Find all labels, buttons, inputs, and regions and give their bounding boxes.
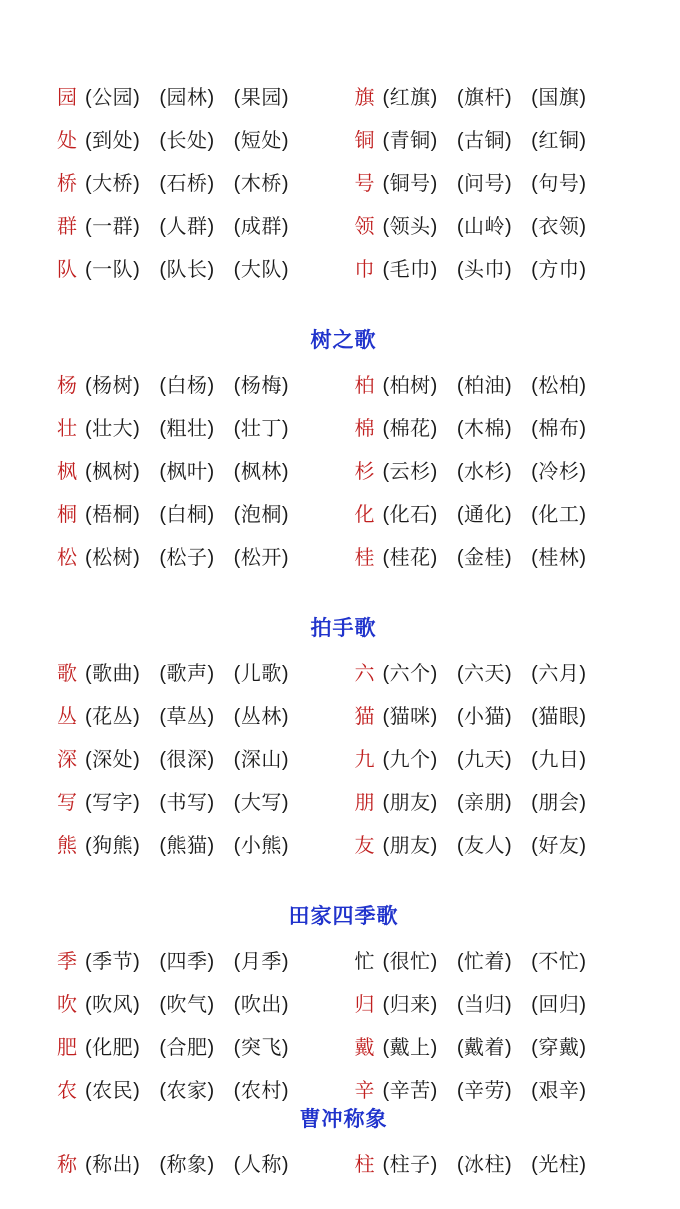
word-row [57, 491, 630, 534]
word-item: (果园) [233, 87, 289, 109]
entry [355, 210, 631, 239]
entry [57, 743, 333, 772]
word-item: (柏油) [456, 375, 513, 397]
word-item: (回归) [531, 994, 587, 1016]
headword: 桐 [57, 504, 77, 526]
word-item: (穿戴) [531, 1037, 587, 1059]
word-item: (歌声) [159, 663, 215, 685]
entry [355, 1074, 631, 1103]
word-item: (辛苦) [382, 1080, 438, 1102]
word-item: (山岭) [456, 216, 513, 238]
word-item: (白桐) [159, 504, 215, 526]
word-row [57, 981, 630, 1024]
word-item: (草丛) [159, 706, 215, 728]
word-item: (白杨) [159, 375, 215, 397]
word-item: (壮大) [85, 418, 141, 440]
word-item: (九天) [456, 749, 513, 771]
word-row [57, 117, 630, 160]
headword: 群 [57, 216, 77, 238]
entry [57, 541, 333, 570]
headword: 旗 [354, 87, 375, 109]
headword: 巾 [354, 259, 375, 281]
entry [57, 1148, 333, 1177]
section [57, 607, 630, 865]
entry [355, 988, 631, 1017]
entry [355, 253, 631, 282]
word-item: (金桂) [456, 547, 513, 569]
word-item: (壮丁) [233, 418, 289, 440]
word-item: (大桥) [85, 173, 141, 195]
entry [57, 210, 333, 239]
word-item: (突飞) [233, 1037, 289, 1059]
word-item: (松树) [85, 547, 141, 569]
word-item: (归来) [382, 994, 438, 1016]
word-item: (四季) [159, 951, 215, 973]
word-item: (水杉) [456, 461, 513, 483]
word-item: (写字) [85, 792, 141, 814]
entry [57, 786, 333, 815]
word-item: (松开) [233, 547, 289, 569]
headword: 桂 [354, 547, 375, 569]
headword: 肥 [57, 1037, 77, 1059]
word-row [57, 938, 630, 981]
word-item: (长处) [159, 130, 215, 152]
headword: 深 [57, 749, 77, 771]
entry [355, 945, 631, 974]
word-item: (合肥) [159, 1037, 215, 1059]
word-item: (大队) [233, 259, 289, 281]
headword: 领 [354, 216, 375, 238]
word-item: (句号) [531, 173, 587, 195]
headword: 桥 [57, 173, 77, 195]
word-item: (旗杆) [456, 87, 513, 109]
headword: 枫 [57, 461, 77, 483]
word-item: (一群) [85, 216, 141, 238]
headword: 柏 [354, 375, 375, 397]
word-item: (朋会) [531, 792, 587, 814]
word-item: (儿歌) [233, 663, 289, 685]
headword: 铜 [354, 130, 375, 152]
word-row [57, 203, 630, 246]
word-item: (松柏) [531, 375, 587, 397]
section [57, 895, 630, 1110]
word-item: (六个) [382, 663, 438, 685]
word-item: (朋友) [382, 792, 438, 814]
headword: 壮 [57, 418, 77, 440]
headword: 吹 [57, 994, 77, 1016]
word-item: (园林) [159, 87, 215, 109]
headword: 歌 [57, 663, 77, 685]
word-item: (木棉) [456, 418, 513, 440]
entry [57, 945, 333, 974]
entry [355, 829, 631, 858]
entry [57, 1074, 333, 1103]
entry [355, 786, 631, 815]
headword: 九 [354, 749, 375, 771]
word-item: (化工) [531, 504, 587, 526]
word-item: (小熊) [233, 835, 289, 857]
word-item: (季节) [85, 951, 141, 973]
headword: 友 [354, 835, 375, 857]
word-item: (化石) [382, 504, 438, 526]
word-item: (六月) [531, 663, 587, 685]
word-item: (丛林) [233, 706, 289, 728]
word-item: (六天) [456, 663, 513, 685]
headword: 熊 [57, 835, 77, 857]
word-item: (公园) [85, 87, 141, 109]
word-item: (梧桐) [85, 504, 141, 526]
entry [355, 498, 631, 527]
word-item: (柱子) [382, 1154, 438, 1176]
entry [355, 743, 631, 772]
headword: 园 [57, 87, 77, 109]
entry [57, 988, 333, 1017]
word-item: (友人) [456, 835, 513, 857]
word-row [57, 160, 630, 203]
word-item: (粗壮) [159, 418, 215, 440]
word-item: (艰辛) [531, 1080, 587, 1102]
entry [57, 1031, 333, 1060]
word-row [57, 1024, 630, 1067]
word-item: (月季) [233, 951, 289, 973]
word-item: (云杉) [382, 461, 438, 483]
word-item: (农村) [233, 1080, 289, 1102]
entry [355, 657, 631, 686]
entry [57, 253, 333, 282]
word-row [57, 1141, 630, 1184]
headword: 处 [57, 130, 77, 152]
headword: 猫 [354, 706, 375, 728]
word-item: (吹气) [159, 994, 215, 1016]
headword: 松 [57, 547, 77, 569]
word-row [57, 534, 630, 577]
entry [57, 498, 333, 527]
entry [57, 455, 333, 484]
word-item: (问号) [456, 173, 513, 195]
entry [57, 700, 333, 729]
entry [57, 412, 333, 441]
word-item: (小猫) [456, 706, 513, 728]
word-item: (到处) [85, 130, 141, 152]
section-title: 曹冲称象 [299, 1108, 388, 1131]
section-title: 拍手歌 [310, 617, 377, 640]
headword: 季 [57, 951, 77, 973]
entry [355, 369, 631, 398]
headword: 化 [354, 504, 375, 526]
word-item: (化肥) [85, 1037, 141, 1059]
word-row [57, 405, 630, 448]
word-item: (红旗) [382, 87, 438, 109]
word-item: (杨梅) [233, 375, 289, 397]
word-item: (农家) [159, 1080, 215, 1102]
word-item: (九个) [382, 749, 438, 771]
word-item: (人称) [233, 1154, 289, 1176]
headword: 六 [354, 663, 375, 685]
word-item: (冰柱) [456, 1154, 513, 1176]
headword: 朋 [354, 792, 375, 814]
headword: 归 [354, 994, 375, 1016]
word-item: (木桥) [233, 173, 289, 195]
word-item: (光柱) [531, 1154, 587, 1176]
word-row [57, 650, 630, 693]
entry [57, 81, 333, 110]
word-item: (短处) [233, 130, 289, 152]
entry [355, 81, 631, 110]
word-item: (朋友) [382, 835, 438, 857]
headword: 丛 [57, 706, 77, 728]
word-item: (花丛) [85, 706, 141, 728]
word-item: (称象) [159, 1154, 215, 1176]
word-item: (书写) [159, 792, 215, 814]
entry [57, 124, 333, 153]
word-item: (衣领) [531, 216, 587, 238]
headword: 柱 [354, 1154, 375, 1176]
word-item: (忙着) [456, 951, 513, 973]
word-item: (冷杉) [531, 461, 587, 483]
word-row [57, 822, 630, 865]
word-item: (一队) [85, 259, 141, 281]
word-item: (深处) [85, 749, 141, 771]
section-title: 田家四季歌 [288, 905, 399, 928]
word-item: (歌曲) [85, 663, 141, 685]
word-item: (狗熊) [85, 835, 141, 857]
word-item: (方巾) [531, 259, 587, 281]
entry [355, 700, 631, 729]
headword: 称 [57, 1154, 77, 1176]
word-item: (大写) [233, 792, 289, 814]
word-item: (枫林) [233, 461, 289, 483]
headword: 队 [57, 259, 77, 281]
word-item: (头巾) [456, 259, 513, 281]
entry [355, 167, 631, 196]
word-item: (戴着) [456, 1037, 513, 1059]
entry [57, 829, 333, 858]
word-item: (农民) [85, 1080, 141, 1102]
word-item: (猫咪) [382, 706, 438, 728]
word-item: (古铜) [456, 130, 513, 152]
word-item: (很忙) [382, 951, 438, 973]
word-item: (吹出) [233, 994, 289, 1016]
word-item: (棉花) [382, 418, 438, 440]
word-item: (很深) [159, 749, 215, 771]
word-item: (桂花) [382, 547, 438, 569]
section [57, 319, 630, 577]
word-item: (泡桐) [233, 504, 289, 526]
word-item: (好友) [531, 835, 587, 857]
word-item: (棉布) [531, 418, 587, 440]
word-item: (青铜) [382, 130, 438, 152]
word-item: (九日) [531, 749, 587, 771]
word-item: (亲朋) [456, 792, 513, 814]
word-item: (铜号) [382, 173, 438, 195]
word-item: (猫眼) [531, 706, 587, 728]
headword: 棉 [354, 418, 375, 440]
word-item: (领头) [382, 216, 438, 238]
headword: 农 [57, 1080, 77, 1102]
word-item: (杨树) [85, 375, 141, 397]
headword: 杨 [57, 375, 77, 397]
word-item: (戴上) [382, 1037, 438, 1059]
word-item: (辛劳) [456, 1080, 513, 1102]
word-row [57, 693, 630, 736]
word-item: (成群) [233, 216, 289, 238]
section [57, 74, 630, 289]
word-item: (枫树) [85, 461, 141, 483]
entry [355, 541, 631, 570]
word-item: (枫叶) [159, 461, 215, 483]
word-item: (不忙) [531, 951, 587, 973]
word-item: (石桥) [159, 173, 215, 195]
word-item: (国旗) [531, 87, 587, 109]
word-row [57, 362, 630, 405]
word-item: (人群) [159, 216, 215, 238]
section [57, 1098, 630, 1184]
word-item: (柏树) [382, 375, 438, 397]
entry [57, 369, 333, 398]
word-item: (称出) [85, 1154, 141, 1176]
entry [57, 657, 333, 686]
entry [355, 1031, 631, 1060]
word-item: (深山) [233, 749, 289, 771]
word-row [57, 246, 630, 289]
headword: 杉 [354, 461, 375, 483]
word-item: (桂林) [531, 547, 587, 569]
word-item: (红铜) [531, 130, 587, 152]
word-item: (松子) [159, 547, 215, 569]
word-item: (当归) [456, 994, 513, 1016]
entry [355, 1148, 631, 1177]
word-item: (通化) [456, 504, 513, 526]
word-item: (队长) [159, 259, 215, 281]
word-row [57, 779, 630, 822]
word-item: (吹风) [85, 994, 141, 1016]
section-title: 树之歌 [310, 329, 377, 352]
headword: 写 [57, 792, 77, 814]
word-row [57, 448, 630, 491]
entry [355, 124, 631, 153]
word-row [57, 736, 630, 779]
word-row [57, 74, 630, 117]
word-item: (毛巾) [382, 259, 438, 281]
headword: 戴 [354, 1037, 375, 1059]
headword: 忙 [354, 951, 375, 973]
entry [355, 412, 631, 441]
entry [355, 455, 631, 484]
headword: 辛 [354, 1080, 375, 1102]
entry [57, 167, 333, 196]
headword: 号 [354, 173, 375, 195]
word-item: (熊猫) [159, 835, 215, 857]
